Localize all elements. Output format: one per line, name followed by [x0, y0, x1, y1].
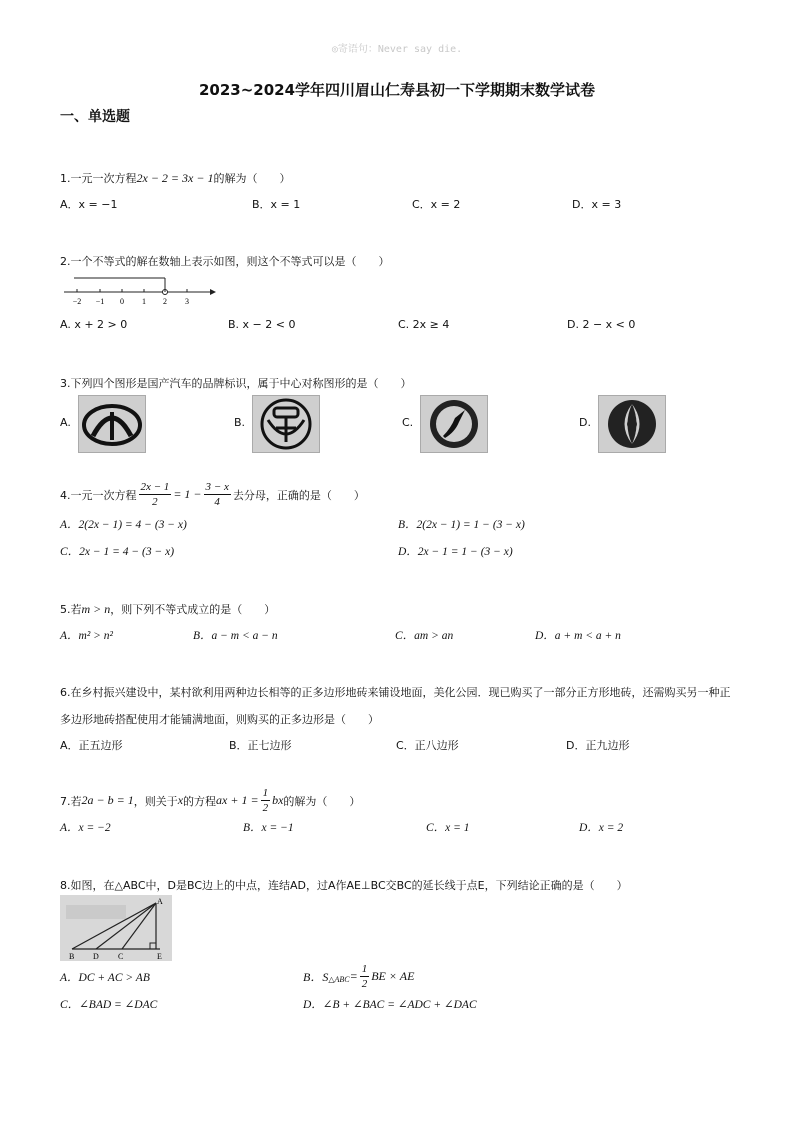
q4-fraction-2-denominator: 4	[214, 496, 220, 508]
label-c: C	[118, 952, 124, 961]
q4-tail: 去分母，正确的是（ ）	[232, 488, 365, 502]
q7-mid-2: 的方程	[183, 794, 217, 808]
q1-equation: 2x − 2 = 3x − 1	[136, 171, 214, 185]
q8-option-b-prefix: B．S	[303, 970, 329, 984]
q8-option-a[interactable]: A．DC + AC > AB	[60, 972, 150, 984]
watermark: ◎寄语句：Never say die.	[331, 44, 463, 55]
triangle-figure	[60, 895, 172, 961]
q1-option-c[interactable]: C．x = 2	[412, 198, 461, 211]
q5-tail: ，则下列不等式成立的是（ ）	[110, 603, 276, 616]
q8-option-d[interactable]: D．∠B + ∠BAC = ∠ADC + ∠DAC	[303, 999, 477, 1011]
q7-option-d[interactable]: D．x = 2	[579, 822, 624, 834]
q1-option-b[interactable]: B．x = 1	[252, 198, 301, 211]
car-logo-b-image[interactable]	[252, 395, 320, 453]
q7-equation-left: ax + 1 =	[216, 793, 259, 807]
question-2: 2.一个不等式的解在数轴上表示如图，则这个不等式可以是（ ）	[60, 255, 390, 268]
q3-option-b-label[interactable]: B.	[234, 416, 246, 429]
right-angle-mark	[150, 943, 156, 949]
q7-tail: 的解为（ ）	[283, 794, 361, 808]
car-logo-c-image[interactable]	[420, 395, 488, 453]
q6-option-c[interactable]: C．正八边形	[396, 739, 459, 752]
q3-option-a-label[interactable]: A.	[60, 416, 71, 429]
q7-fraction	[261, 786, 271, 815]
q1-tail: 的解为（ ）	[213, 172, 291, 185]
section-heading: 一、单选题	[60, 109, 130, 125]
tick-label: 1	[142, 297, 146, 306]
q8-option-b-fraction-numerator: 1	[361, 963, 368, 975]
q8-option-c[interactable]: C．∠BAD = ∠DAC	[60, 999, 158, 1011]
tick-label: −2	[72, 297, 82, 306]
q5-stem: 5.若	[60, 603, 82, 616]
q5-option-d[interactable]: D．a + m < a + n	[535, 630, 621, 642]
q2-option-d[interactable]: D. 2 − x < 0	[567, 318, 636, 331]
q4-fraction-1	[139, 480, 172, 509]
q5-option-c[interactable]: C．am > an	[395, 630, 454, 642]
q6-option-b[interactable]: B．正七边形	[229, 739, 292, 752]
q3-option-d-label[interactable]: D.	[579, 416, 591, 429]
q4-fraction-1-numerator: 2x − 1	[140, 481, 170, 493]
question-5	[60, 601, 275, 617]
q5-option-a[interactable]: A．m² > n²	[60, 630, 113, 642]
q4-option-a[interactable]: A．2(2x − 1) = 4 − (3 − x)	[60, 519, 187, 531]
question-8: 8.如图，在△ABC中，D是BC边上的中点，连结AD，过A作AE⊥BC交BC的延长线于点E，下列结论正确的是（ ）	[60, 879, 628, 892]
label-a: A	[157, 897, 163, 906]
question-4	[60, 480, 365, 509]
question-6-line-1: 6.在乡村振兴建设中，某村欲利用两种边长相等的正多边形地砖来铺设地面，美化公园．现已购买了一部分正方形地砖，还需购买另一种正	[60, 686, 731, 699]
question-3: 3.下列四个图形是国产汽车的品牌标识，属于中心对称图形的是（ ）	[60, 377, 412, 390]
tick-label: 2	[163, 297, 167, 306]
q7-option-b[interactable]: B．x = −1	[243, 822, 294, 834]
tick-label: −1	[95, 297, 105, 306]
q4-fraction-2	[204, 480, 231, 509]
q7-option-a[interactable]: A．x = −2	[60, 822, 111, 834]
q4-stem: 4.一元一次方程	[60, 488, 137, 502]
q4-equals: = 1 −	[173, 487, 202, 501]
q1-option-d[interactable]: D．x = 3	[572, 198, 622, 211]
page-title: 2023~2024学年四川眉山仁寿县初一下学期期末数学试卷	[198, 81, 596, 99]
q7-mid: ，则关于	[133, 794, 178, 808]
q2-option-b[interactable]: B. x − 2 < 0	[228, 318, 296, 331]
q7-fraction-denominator: 2	[262, 802, 269, 814]
q2-option-c[interactable]: C. 2x ≥ 4	[398, 318, 450, 331]
question-6-line-2: 多边形地砖搭配使用才能铺满地面，则购买的正多边形是（ ）	[60, 713, 379, 726]
line-ac	[122, 903, 156, 949]
q7-variable: x	[177, 793, 184, 807]
q1-option-a[interactable]: A．x = −1	[60, 198, 118, 211]
question-1	[60, 170, 290, 186]
q8-option-b-fraction	[360, 962, 370, 991]
q8-option-b[interactable]	[303, 962, 414, 991]
q7-condition: 2a − b = 1	[81, 793, 134, 807]
label-b: B	[69, 952, 75, 961]
q7-fraction-numerator: 1	[262, 787, 269, 799]
q7-stem: 7.若	[60, 794, 82, 808]
tick-label: 0	[120, 297, 124, 306]
q4-option-b[interactable]: B．2(2x − 1) = 1 − (3 − x)	[398, 519, 525, 531]
q8-option-b-equals: =	[349, 969, 358, 983]
number-line-figure	[60, 272, 220, 308]
number-line-arrow	[210, 289, 216, 295]
q8-option-b-subscript: △ABC	[328, 975, 350, 984]
car-logo-a-image[interactable]	[78, 395, 146, 453]
q8-option-b-fraction-denominator: 2	[361, 978, 368, 990]
label-d: D	[93, 952, 99, 961]
tick-label: 3	[185, 297, 189, 306]
question-7	[60, 786, 360, 815]
q8-option-b-suffix: BE × AE	[371, 969, 415, 983]
car-logo-d-image[interactable]	[598, 395, 666, 453]
q6-option-a[interactable]: A．正五边形	[60, 739, 123, 752]
figure-background-smudge	[66, 905, 126, 919]
q4-fraction-2-numerator: 3 − x	[205, 481, 229, 493]
q2-option-a[interactable]: A. x + 2 > 0	[60, 318, 128, 331]
q7-equation-right: bx	[272, 793, 284, 807]
q1-stem: 1.一元一次方程	[60, 172, 137, 185]
q4-option-d[interactable]: D．2x − 1 = 1 − (3 − x)	[398, 546, 513, 558]
q5-option-b[interactable]: B．a − m < a − n	[193, 630, 278, 642]
label-e: E	[157, 952, 162, 961]
q3-option-c-label[interactable]: C.	[402, 416, 414, 429]
q6-option-d[interactable]: D．正九边形	[566, 739, 630, 752]
q4-option-c[interactable]: C．2x − 1 = 4 − (3 − x)	[60, 546, 175, 558]
q4-fraction-1-denominator: 2	[152, 496, 158, 508]
q7-option-c[interactable]: C．x = 1	[426, 822, 470, 834]
q5-condition: m > n	[81, 602, 111, 616]
